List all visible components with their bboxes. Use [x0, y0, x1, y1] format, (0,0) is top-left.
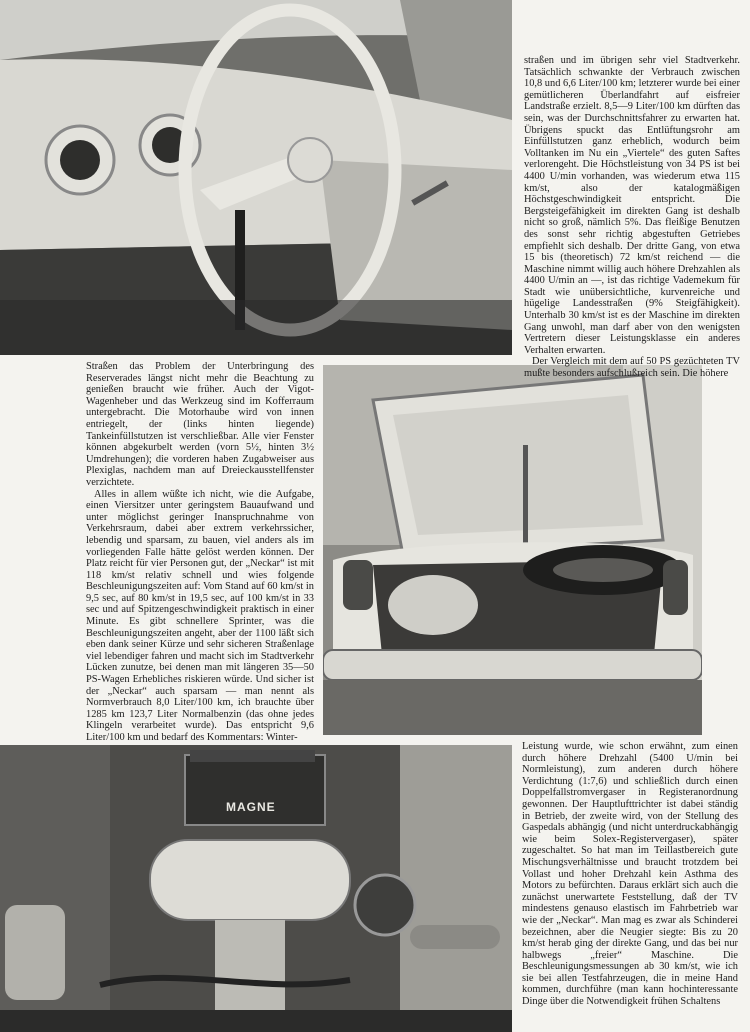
- dashboard-photo: [0, 0, 512, 355]
- battery-label: MAGNE: [226, 800, 276, 814]
- article-column-middle-left: [86, 361, 314, 744]
- engine-photo: [0, 745, 512, 1032]
- paragraph: Leistung wurde, wie schon erwähnt, zum einen durch höhere Drehzahl (5400 U/min bei Normleistung), zum anderen durch höhere Verdichtung (1:7,6) und schließlich durch einen Doppelfallstromvergaser in Registeranordnung gewonnen. Der Hauptlufttrichter ist dabei ständig in Betrieb, der zweite wird, von der Stellung des Gaspedals abhängig (und nicht unterdruckabhängig wie beim Solex-Registervergaser), später zugeschaltet. So hat man im Teillastbereich gute Mischungsverhältnisse und braucht trotzdem bei Vollast und hoher Drehzahl kein Asthma des Motors zu befürchten. Daraus erklärt sich auch die zunächst unerwartete Feststellung, daß der TV mindestens genauso elastisch im Fahrbetrieb war wie der „Neckar“. Man mag es zwar als Schinderei bezeichnen, aber die Neugier siegte: Bis zu 20 km/st herab ging der direkte Gang, und das bei nur halbwegs „freier“ Maschine. Die Beschleunigungsmessungen ab 30 km/st, wie ich sie bei allen Testfahrzeugen, die in meine Hand kommen, durchführe (man kann hochinteressante Dinge über die Notwendigkeit frühen Schaltens: [522, 741, 738, 1008]
- paragraph: straßen und im übrigen sehr viel Stadtverkehr. Tatsächlich schwankte der Verbrauch zwischen 10,8 und 6,6 Liter/100 km; letzterer wurde bei einer gemütlicheren Überlandfahrt auf eisfreier Landstraße erzielt. 8,5—9 Liter/100 km dürften das sein, was der Durchschnittsfahrer zu erwarten hat. Übrigens spuckt das Entlüftungsrohr am Einfüllstutzen ganz erheblich, wodurch beim Volltanken im Nu ein „Viertele“ des guten Saftes verlorengeht. Die Höchstleistung von 34 PS ist bei 4400 U/min vorhanden, was wiederum etwa 115 km/st, also der katalogmäßigen Höchstgeschwindigkeit entspricht. Die Bergsteigefähigkeit im direkten Gang ist deshalb nicht so groß, nämlich 5%. Das fleißige Benutzen des sonst sehr richtig abgestuften Getriebes empfiehlt sich deshalb. Der dritte Gang, von etwa 15 bis (theoretisch) 72 km/st reichend — die Maschine nimmt willig auch höhere Drehzahlen als 4400 U/min an —, ist das richtige Vademekum für Stadt wie unübersichtliche, kurvenreiche und hügelige Landesstraßen (9% Steigfähigkeit). Unterhalb 30 km/st ist es der Maschine im direkten Gang unwohl, man darf aber von den wenigsten Vertretern dieser Leistungsklasse ein anderes Verhalten erwarten.: [524, 55, 740, 356]
- trunk-photo: [323, 365, 702, 735]
- paragraph: Straßen das Problem der Unterbringung des Reserverades längst nicht mehr die Beachtung zu genießen braucht wie früher. Auch der Vigot-Wagenheber und das Werkzeug sind im Kofferraum untergebracht. Die Motorhaube wird von innen entriegelt, der (links hinten liegende) Tankeinfüllstutzen ist verschließbar. Alle vier Fenster können abgekurbelt werden (vorn 5½, hinten 3½ Umdrehungen); die vorderen haben Zugabweiser aus Plexiglas, nachdem man auf Dreieckausstellfenster verzichtete.: [86, 361, 314, 488]
- paragraph: Der Vergleich mit dem auf 50 PS gezüchteten TV mußte besonders aufschlußreich sein. Die höhere: [524, 356, 740, 380]
- article-column-top-right: [524, 55, 740, 380]
- paragraph: Alles in allem wüßte ich nicht, wie die Aufgabe, einen Viersitzer unter geringstem Bauaufwand und unter möglichst geringer Inanspruchnahme von Verkehrsraum, dabei aber extrem verkehrssicher, lebendig und sparsam, zu bauen, viel anders als im vorliegenden Falle hätte gelöst werden können. Der Platz reicht für vier Personen gut, der „Neckar“ ist mit 118 km/st relativ schnell und wies folgende Beschleunigungszeiten auf: Vom Stand auf 60 km/st in 9,5 sec, auf 80 km/st in 19,5 sec, auf 100 km/st in 33 sec und auf Spitzengeschwindigkeit praktisch in einer Minute. Es gibt schnellere Sprinter, was die Beschleunigungszeiten angeht, aber der 1100 läßt sich eben dank seiner Kürze und sehr sicheren Straßenlage viel lebendiger fahren und macht sich im Stadtverkehr Lücken zunutze, bei denen man mit längeren 35—50 PS-Wagen Erhebliches riskieren würde. Und sicher ist der „Neckar“ auch sparsam — man nennt als Normverbrauch 8,0 Liter/100 km, ich brauchte über 1285 km 123,7 Liter Normalbenzin (das ohne jedes Klingeln verarbeitet wurde). Das entspricht 9,6 Liter/100 km und bedarf des Kommentars: Winter-: [86, 488, 314, 743]
- article-column-bottom-right: [522, 741, 738, 1008]
